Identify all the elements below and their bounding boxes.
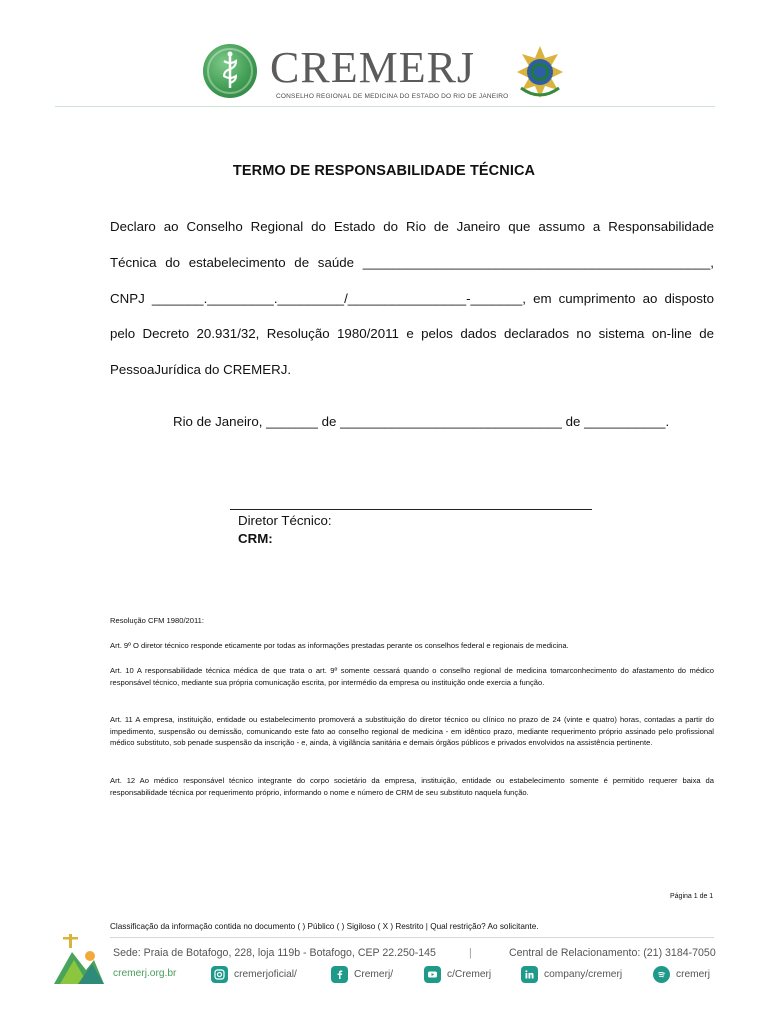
resolution-heading: Resolução CFM 1980/2011: (110, 616, 204, 625)
social-linkedin[interactable] (521, 965, 622, 983)
classification-note: Classificação da informação contida no documento ( ) Público ( ) Sigiloso ( X ) Restrito | Qual restrição? Ao solicitante. (110, 922, 539, 931)
footer-divider (110, 937, 714, 938)
article-11: Art. 11 A empresa, instituição, entidade ou estabelecimento promoverá a substituição do diretor técnico ou clínico no prazo de 24 (vinte e quatro) horas, contadas a partir do impedimento, suspensão ou demissão, comunicando este fato ao conselho regional de medicina - em idêntico prazo, mediante requerimento próprio assinado pelo profissional médico substituto, sob penade suspensão da inscrição - e, ainda, à vigilância sanitária e demais órgãos públicos e privados envolvidos na assistência pertinente. (110, 715, 714, 748)
youtube-icon (424, 966, 441, 983)
brand-subtitle: CONSELHO REGIONAL DE MEDICINA DO ESTADO DO RIO DE JANEIRO (276, 93, 509, 100)
footer-address: Sede: Praia de Botafogo, 228, loja 119b - Botafogo, CEP 22.250-145 (113, 947, 436, 959)
article-10: Art. 10 A responsabilidade técnica médica de que trata o art. 9º somente cessará quando o conselho regional de medicina tomarconhecimento do afastamento do médico responsável técnico, mediante sua própria comunicação escrita, por intermédio da empresa ou instituição onde exercia a função. (110, 666, 714, 687)
coat-of-arms-icon (513, 44, 567, 100)
article-12: Art. 12 Ao médico responsável técnico integrante do corpo societário da empresa, instituição, entidade ou estabelecimento somente é permitido requerer baixa da responsabilidade técnica por requerimento próprio, informando o nome e número de CRM de seu substituto naquela função. (110, 776, 714, 797)
article-9: Art. 9º O diretor técnico responde eticamente por todas as informações prestadas perante os conselhos federal e regionais de medicina. (110, 641, 569, 650)
crm-label: CRM: (238, 531, 273, 546)
social-label: cremerjoficial/ (234, 968, 297, 980)
document-title: TERMO DE RESPONSABILIDADE TÉCNICA (232, 163, 536, 179)
document-header (0, 40, 768, 102)
footer-separator: | (469, 947, 472, 959)
declaration-line-3: CNPJ _______._________._________/________________-_______, em cumprimento ao disposto (110, 291, 714, 306)
date-line: Rio de Janeiro, _______ de ______________________________ de ___________. (173, 414, 670, 429)
facebook-icon (331, 966, 348, 983)
page-number: Página 1 de 1 (670, 893, 714, 900)
header-divider (55, 106, 715, 107)
spotify-icon (653, 966, 670, 983)
christ-redeemer-logo-icon (52, 930, 104, 986)
social-spotify[interactable] (653, 965, 710, 983)
caduceus-logo-icon (203, 44, 257, 98)
social-youtube[interactable] (424, 965, 491, 983)
footer-website-link[interactable]: cremerj.org.br (113, 968, 177, 979)
brand-name: CREMERJ (270, 43, 476, 92)
social-label: c/Cremerj (447, 968, 492, 980)
declaration-line-2: Técnica do estabelecimento de saúde _______________________________________________, (110, 255, 714, 270)
social-label: Cremerj/ (354, 968, 394, 980)
social-label: cremerj (676, 968, 710, 980)
social-instagram[interactable] (211, 965, 297, 983)
director-label: Diretor Técnico: (238, 513, 332, 528)
declaration-line-4: pelo Decreto 20.931/32, Resolução 1980/2011 e pelos dados declarados no sistema on-line de (110, 326, 714, 341)
social-facebook[interactable] (331, 965, 393, 983)
footer-phone: Central de Relacionamento: (21) 3184-7050 (509, 947, 716, 959)
social-label: company/cremerj (544, 968, 623, 980)
declaration-line-1: Declaro ao Conselho Regional do Estado do Rio de Janeiro que assumo a Responsabilidade (110, 219, 714, 234)
signature-line (230, 509, 592, 510)
linkedin-icon (521, 966, 538, 983)
declaration-line-5: PessoaJurídica do CREMERJ. (110, 362, 292, 377)
instagram-icon (211, 966, 228, 983)
